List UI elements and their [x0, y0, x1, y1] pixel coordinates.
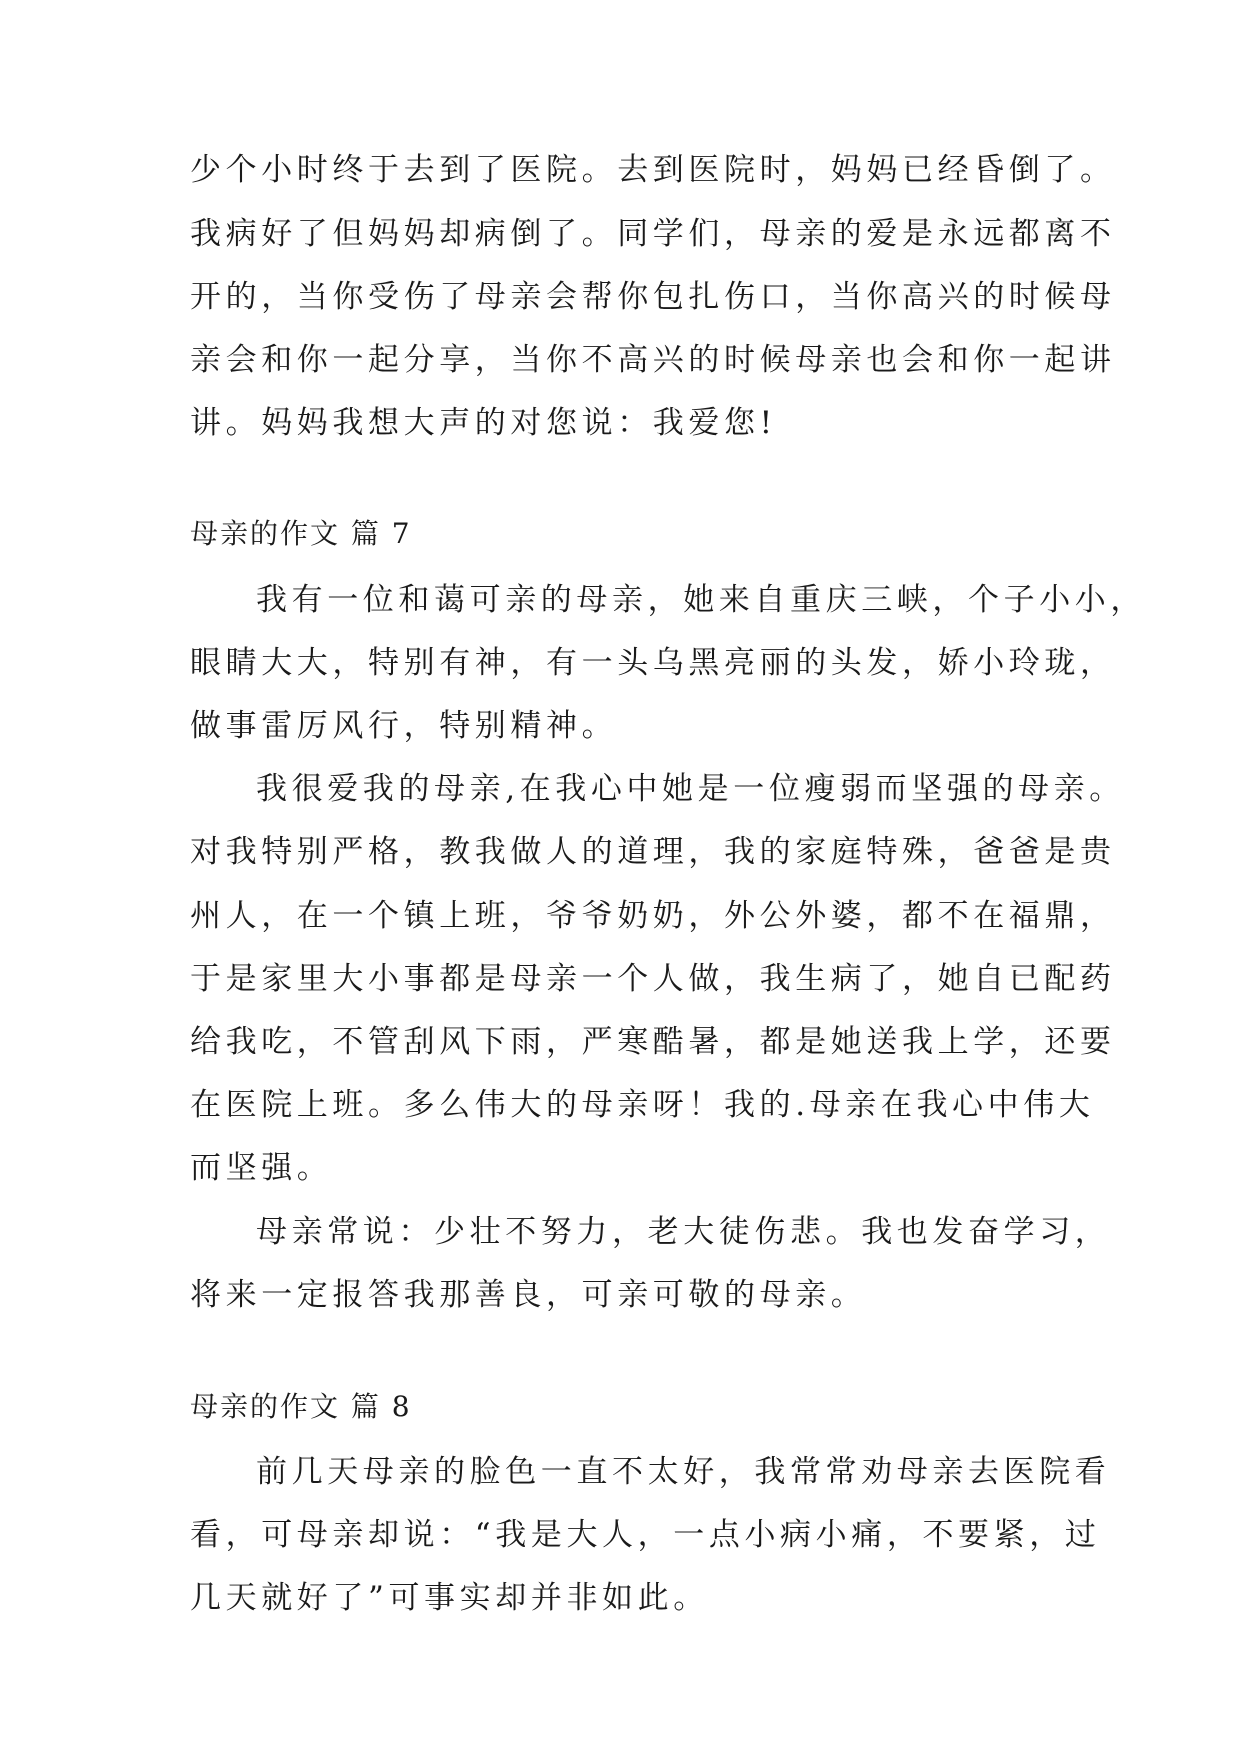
paragraph-line: 我很爱我的母亲,在我心中她是一位瘦弱而坚强的母亲。 — [256, 771, 1125, 807]
paragraph-line: 亲会和你一起分享，当你不高兴的时候母亲也会和你一起讲 — [190, 342, 1116, 378]
paragraph-line: 母亲常说：少壮不努力，老大徒伤悲。我也发奋学习， — [256, 1214, 1111, 1250]
paragraph-line: 看，可母亲却说：“我是大人，一点小病小痛，不要紧，过 — [190, 1517, 1101, 1553]
paragraph-line: 我有一位和蔼可亲的母亲，她来自重庆三峡，个子小小， — [256, 582, 1146, 618]
section-heading: 母亲的作文 篇 8 — [190, 1390, 412, 1423]
paragraph-line: 眼睛大大，特别有神，有一头乌黑亮丽的头发，娇小玲珑， — [190, 645, 1116, 681]
paragraph-line: 做事雷厉风行，特别精神。 — [190, 708, 618, 744]
section-heading: 母亲的作文 篇 7 — [190, 517, 412, 550]
paragraph-line: 几天就好了”可事实却并非如此。 — [190, 1580, 709, 1616]
paragraph-line: 对我特别严格，教我做人的道理，我的家庭特殊，爸爸是贵 — [190, 834, 1116, 870]
paragraph-line: 我病好了但妈妈却病倒了。同学们，母亲的爱是永远都离不 — [190, 216, 1116, 252]
paragraph-line: 州人，在一个镇上班，爷爷奶奶，外公外婆，都不在福鼎， — [190, 898, 1116, 934]
paragraph-line: 讲。妈妈我想大声的对您说：我爱您! — [190, 405, 777, 441]
paragraph-line: 前几天母亲的脸色一直不太好，我常常劝母亲去医院看 — [256, 1454, 1111, 1490]
paragraph-line: 于是家里大小事都是母亲一个人做，我生病了，她自已配药 — [190, 961, 1116, 997]
paragraph-line: 给我吃，不管刮风下雨，严寒酷暑，都是她送我上学，还要 — [190, 1024, 1116, 1060]
paragraph-line: 而坚强。 — [190, 1150, 333, 1186]
paragraph-line: 少个小时终于去到了医院。去到医院时，妈妈已经昏倒了。 — [190, 152, 1116, 188]
paragraph-line: 开的，当你受伤了母亲会帮你包扎伤口，当你高兴的时候母 — [190, 279, 1116, 315]
paragraph-line: 在医院上班。多么伟大的母亲呀！我的.母亲在我心中伟大 — [190, 1087, 1095, 1123]
paragraph-line: 将来一定报答我那善良，可亲可敬的母亲。 — [190, 1277, 867, 1313]
